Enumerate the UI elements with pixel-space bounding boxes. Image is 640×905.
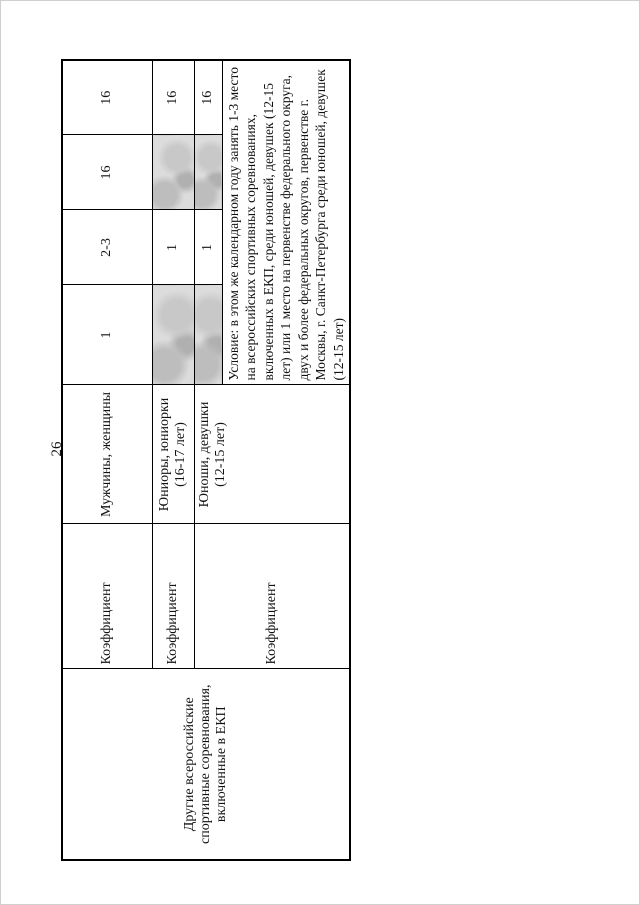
- place-16-last-cell: 16: [152, 60, 194, 135]
- rotated-content: [49, 61, 346, 861]
- condition-cell: Условие: в этом же календарном году занять 1-3 место на всероссийских спортивных соревнованиях, включенных в ЕКП, среди юношей, девушек (12-15 лет) или 1 место на первенстве федерального округа, двух и более федеральных округов, первенстве г. Москвы, г. Санкт-Петербурга среди юношей, девушек (12-15 лет): [222, 60, 350, 385]
- shaded-cell: [194, 285, 222, 385]
- shaded-cell: [152, 285, 194, 385]
- shaded-cell: [152, 135, 194, 210]
- group-cell: Мужчины, женщины: [62, 385, 152, 524]
- shaded-cell: [194, 135, 222, 210]
- place-16-cell: 16: [62, 135, 152, 210]
- competition-cell: Другие всероссийские спортивные соревнования, включенные в ЕКП: [62, 669, 350, 860]
- coefficient-label: Коэффициент: [152, 524, 194, 669]
- place-2-3-cell: 1: [152, 210, 194, 285]
- coefficient-label: Коэффициент: [194, 524, 350, 669]
- place-2-3-cell: 1: [194, 210, 222, 285]
- group-cell: Юноши, девушки (12-15 лет): [194, 385, 350, 524]
- group-cell: Юниоры, юниорки (16-17 лет): [152, 385, 194, 524]
- table-row: [62, 60, 152, 860]
- classification-table: [61, 59, 351, 861]
- place-16-last-cell: 16: [62, 60, 152, 135]
- coefficient-label: Коэффициент: [62, 524, 152, 669]
- place-16-last-cell: 16: [194, 60, 222, 135]
- place-2-3-cell: 2-3: [62, 210, 152, 285]
- page-number: 26: [49, 441, 65, 457]
- place-1-cell: 1: [62, 285, 152, 385]
